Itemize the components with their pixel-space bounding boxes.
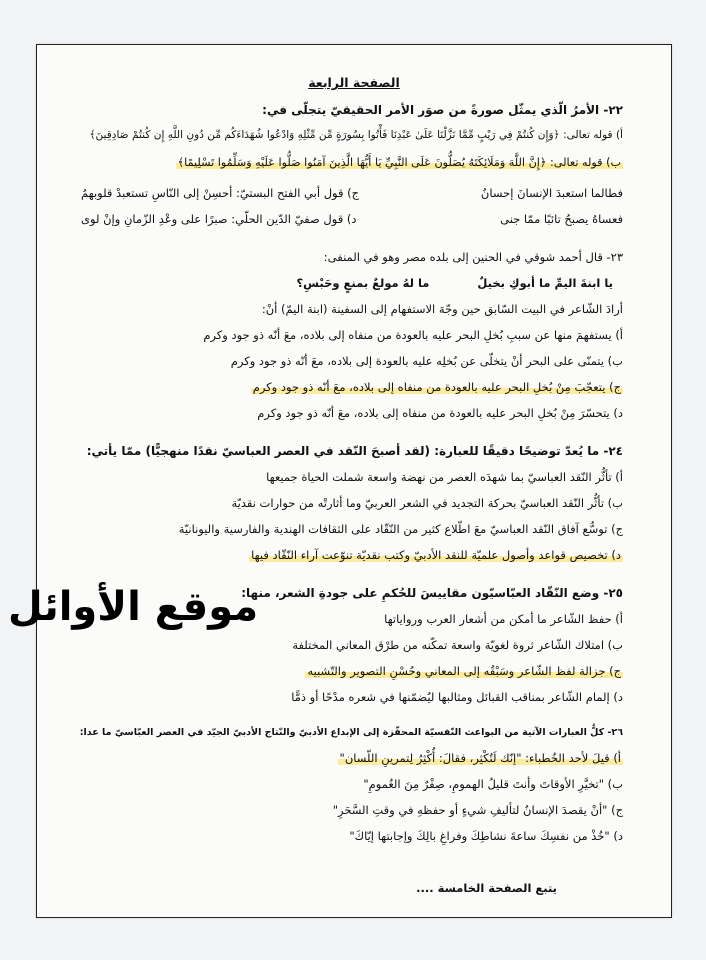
question-24-option-c: ج) توسُّع آفاق النّقد العباسيّ معَ اطّلاع كثير من النّقّاد على الثقافات الهندية والفارسية واليونانيّة: [178, 522, 623, 536]
question-22-option-d-first-hemistich: د) قول صفيّ الدّين الحلّي: صبرًا على وعْدِ الزّمانِ وإنْ لوى: [81, 212, 357, 226]
question-26-option-d: د) "خُذْ من نفسِكَ ساعةَ نشاطِكَ وفراغِ بالِكَ وإجابتها إيّاكَ": [349, 829, 623, 843]
question-23-prompt: أرادَ الشّاعر في البيت السّابق حين وجّهَ الاستفهام إلى السفينة (ابنة اليمّ) أنْ:: [261, 302, 623, 316]
question-22-option-d: [81, 209, 623, 229]
question-26-stem: ٢٦- كلُّ العبارات الآتية من البواعث النّفسيّة المحفّزة إلى الإبداع الأدبيّ والنّتاج الأدبيّ الجيّد في العصر العبّاسيّ ما عدا:: [79, 727, 623, 738]
question-22-option-c: [81, 183, 623, 203]
question-25-option-d: د) إلمام الشّاعر بمناقب القبائل ومثالبها ليُضمّنها في شعره مدْحًا أو ذمًّا: [291, 690, 623, 704]
question-22-option-b: ب) قوله تعالى: ﴿إِنَّ اللَّهَ وَمَلَائِكَتَهُ يُصَلُّونَ عَلَى النَّبِيِّ يَا أَيُّهَا الَّذِينَ آمَنُوا صَلُّوا عَلَيْهِ وَسَلِّمُوا تَسْلِيمًا﴾: [177, 156, 621, 169]
page-footer: يتبع الصفحة الخامسة ....: [416, 881, 557, 895]
question-22-option-c-second-hemistich: فطالما استعبدَ الإنسانَ إحسانُ: [480, 186, 623, 200]
question-24-option-a: أ) تأثُّر النّقد العباسيّ بما شهدَه العصر من نهضة واسعة شملت الحياة جميعها: [266, 470, 623, 484]
question-22-option-d-second-hemistich: فعساهُ يصبحُ تائبًا ممّا جنى: [500, 212, 623, 226]
question-22-stem: ٢٢- الأمرُ الّذي يمثّل صورةً من صوَر الأمر الحقيقيّ يتجلّى في:: [262, 103, 623, 117]
question-23-option-a: أ) يستفهمَ منها عن سببِ بُخلِ البحر عليه بالعودة من منفاه إلى بلاده، معَ أنّه ذو جود وكرم: [203, 328, 623, 342]
site-watermark: موقع الأوائل: [8, 584, 259, 630]
question-24-option-b: ب) تأثُّر النّقد العباسيّ بحركة التجديد في الشعر العربيّ وما أثارتْه من حوارات نقديّة: [231, 496, 623, 510]
question-26-option-c: ج) "أنْ يقصدَ الإنسانُ لتأليفِ شيءٍ أو حفظهِ في وقتِ السَّحَرِ": [332, 803, 623, 817]
question-22-option-a: أ) قوله تعالى: ﴿وَإِن كُنتُمْ فِي رَيْبٍ مِّمَّا نَزَّلْنَا عَلَىٰ عَبْدِنَا فَأْتُوا بِسُورَةٍ مِّن مِّثْلِهِ وَادْعُوا شُهَدَاءَكُم مِّن دُونِ اللَّهِ إِن كُنتُمْ صَادِقِينَ﴾: [89, 129, 623, 141]
question-25-option-b: ب) امتلاك الشّاعر ثروة لغويّة واسعة تمكّنه من طرْق المعاني المختلفة: [292, 638, 623, 652]
question-25-option-c: ج) جزالة لفظ الشّاعر وسَبْقُه إلى المعاني وحُسْنِ التصوير والتّشبيه: [307, 664, 621, 678]
question-23-option-d: د) يتحسّرَ مِنْ بُخلِ البحر عليه بالعودة من منفاه إلى بلاده، معَ أنّه ذو جود وكرم: [257, 406, 623, 420]
question-23-verse: [297, 273, 613, 293]
page-border: [36, 44, 672, 918]
question-24-option-d: د) تخصيص قواعد وأصول علميّة للنقد الأدبيّ وكتب نقديّة تنوّعت آراء النّقّاد فيها: [251, 548, 621, 562]
question-23-option-c: ج) يتعجّبَ مِنْ بُخلِ البحر عليه بالعودة من منفاه إلى بلاده، معَ أنّه ذو جود وكرم: [252, 380, 621, 394]
question-26-option-b: ب) "تخيَّرِ الأوقاتَ وأنتَ قليلُ الهمومِ، صِفْرٌ مِنَ الغُمومِ": [363, 777, 623, 791]
question-23-option-b: ب) يتمنّى على البحر أنْ يتخلّى عن بُخلِه عليه بالعودة إلى بلاده، معَ أنّه ذو جود وكرم: [230, 354, 623, 368]
question-25-stem: ٢٥- وضع النّقّاد العبّاسيّون مقاييسَ للحُكمِ على جودةِ الشعر، منها:: [241, 586, 623, 600]
question-23-verse-first-hemistich: يا ابنةَ اليمِّ ما أبوكِ بخيلٌ: [477, 276, 613, 290]
question-23-verse-second-hemistich: ما لهُ مولعٌ بمنعٍ وحَبْسِ؟: [296, 276, 430, 290]
question-22-option-c-first-hemistich: ج) قول أبي الفتح البستيّ: أحسِنْ إلى النّاسِ تستعبدْ قلوبهمُ: [81, 186, 360, 200]
question-23-stem: ٢٣- قال أحمد شوقي في الحنين إلى بلده مصر وهو في المنفى:: [323, 250, 623, 264]
question-26-option-a: أ) قيلَ لأحد الخُطباء: "إنّك لَتُكْثِر، فقالَ: أُكْثِرُ لِتمرينِ اللّسان": [339, 751, 621, 765]
question-24-stem: ٢٤- ما يُعدّ توضيحًا دقيقًا للعبارة: (لقد أصبحَ النّقد في العصر العباسيّ نقدًا منهجيًّا) ممّا يأتي:: [86, 444, 623, 458]
page-title: الصفحة الرابعة: [308, 75, 400, 90]
question-25-option-a: أ) حفظ الشّاعر ما أمكن من أشعار العرب ورواياتها: [384, 612, 623, 626]
